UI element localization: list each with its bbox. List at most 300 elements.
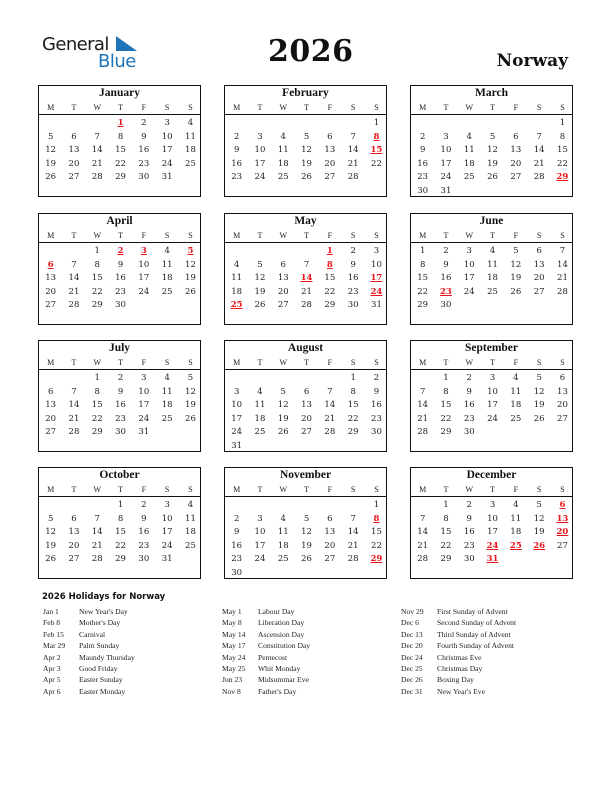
weekday-label: S <box>536 358 542 367</box>
weekday-label: M <box>47 485 55 494</box>
day-cell: 27 <box>45 300 57 311</box>
country-name: Norway <box>496 51 568 71</box>
day-cell: 26 <box>301 554 312 565</box>
holiday-day-cell: 8 <box>326 259 333 270</box>
day-cell: 25 <box>185 540 196 551</box>
day-cell: 27 <box>557 540 568 551</box>
day-cell: 31 <box>231 441 243 451</box>
holiday-name: First Sunday of Advent <box>437 607 508 616</box>
day-cell: 17 <box>463 273 475 284</box>
day-cell: 24 <box>161 158 173 169</box>
month-title: May <box>294 215 317 227</box>
day-cell: 8 <box>117 131 124 142</box>
day-cell: 23 <box>115 286 126 297</box>
holiday-row <box>401 687 581 698</box>
day-cell: 2 <box>350 246 356 256</box>
holiday-row <box>222 687 402 698</box>
day-cell: 28 <box>91 554 103 565</box>
day-cell: 8 <box>443 386 449 397</box>
month-december <box>410 467 573 579</box>
day-cell: 18 <box>161 400 173 411</box>
day-cell: 18 <box>185 145 196 156</box>
logo-triangle-icon <box>114 36 138 52</box>
day-cell: 22 <box>440 540 452 551</box>
day-cell: 13 <box>510 145 522 156</box>
day-cell: 6 <box>536 246 542 256</box>
day-cell: 6 <box>303 386 310 397</box>
day-cell: 5 <box>187 373 194 383</box>
day-cell: 27 <box>301 427 312 438</box>
day-cell: 22 <box>371 158 382 169</box>
day-cell: 7 <box>94 131 100 142</box>
day-cell: 3 <box>164 500 170 510</box>
day-cell: 6 <box>559 373 566 383</box>
holiday-day-cell: 13 <box>556 513 569 524</box>
holiday-day-cell: 29 <box>370 554 383 565</box>
day-cell: 5 <box>489 131 496 142</box>
day-cell: 20 <box>324 540 336 551</box>
day-cell: 21 <box>347 158 359 169</box>
day-cell: 9 <box>466 513 472 524</box>
holiday-day-cell: 25 <box>230 300 243 311</box>
weekday-label: T <box>118 358 123 367</box>
day-cell: 29 <box>440 554 452 565</box>
day-cell: 27 <box>68 554 80 565</box>
weekday-header <box>411 103 572 115</box>
day-cell: 28 <box>557 286 568 297</box>
holiday-day-cell: 14 <box>300 273 313 284</box>
day-cell: 20 <box>533 273 545 284</box>
day-cell: 1 <box>373 118 380 128</box>
day-cell: 11 <box>185 131 196 142</box>
holiday-day-cell: 5 <box>187 246 194 256</box>
day-cell: 1 <box>350 373 356 383</box>
month-february <box>224 85 387 197</box>
day-cell: 20 <box>45 413 57 424</box>
day-cell: 4 <box>164 246 170 256</box>
day-cell: 24 <box>254 172 266 183</box>
weekday-header <box>225 358 386 370</box>
day-cell: 21 <box>301 286 312 297</box>
day-cell: 13 <box>45 273 57 284</box>
day-cell: 6 <box>327 513 333 524</box>
day-cell: 16 <box>371 400 382 411</box>
day-cell: 7 <box>419 513 426 524</box>
weekday-label: T <box>257 485 263 494</box>
day-cell: 9 <box>350 259 356 270</box>
day-cell: 26 <box>185 413 196 424</box>
weekday-label: W <box>465 231 474 240</box>
month-title: January <box>99 87 140 99</box>
day-cell: 22 <box>347 413 359 424</box>
holiday-day-cell: 20 <box>556 527 569 538</box>
weekday-label: F <box>513 485 519 494</box>
weekday-label: F <box>327 103 333 112</box>
weekday-label: S <box>188 358 193 367</box>
day-cell: 14 <box>347 527 359 538</box>
day-cell: 2 <box>117 373 124 383</box>
day-cell: 30 <box>463 427 475 438</box>
holiday-day-cell: 24 <box>486 540 499 551</box>
day-cell: 7 <box>419 386 426 397</box>
day-cell: 5 <box>303 131 310 142</box>
day-cell: 19 <box>45 158 57 169</box>
month-september <box>410 340 573 452</box>
day-cell: 8 <box>350 386 356 397</box>
weekday-label: S <box>350 358 356 367</box>
holiday-date: May 14 <box>222 629 246 639</box>
day-cell: 24 <box>463 286 475 297</box>
day-cell: 8 <box>94 259 100 270</box>
day-cell: 28 <box>417 427 429 438</box>
day-cell: 5 <box>536 500 542 510</box>
weekday-label: F <box>327 358 333 367</box>
weekday-label: M <box>419 485 427 494</box>
holiday-date: Dec 24 <box>401 652 423 662</box>
day-cell: 9 <box>117 386 124 397</box>
day-cell: 22 <box>91 413 103 424</box>
weekday-label: T <box>443 103 449 112</box>
day-cell: 20 <box>68 158 80 169</box>
day-cell: 26 <box>510 286 522 297</box>
day-cell: 28 <box>417 554 429 565</box>
day-cell: 16 <box>115 273 126 284</box>
holiday-name: Easter Monday <box>79 686 126 696</box>
weekday-label: S <box>374 358 379 367</box>
day-cell: 25 <box>161 286 173 297</box>
weekday-label: S <box>188 231 193 240</box>
holiday-row <box>222 664 402 675</box>
month-may <box>224 213 387 325</box>
weekday-label: M <box>419 358 427 367</box>
holiday-row <box>222 618 402 629</box>
holiday-name: Christmas Day <box>437 663 483 673</box>
holiday-date: Dec 25 <box>401 663 423 673</box>
day-cell: 3 <box>466 246 472 256</box>
day-cell: 12 <box>254 273 266 284</box>
day-cell: 28 <box>301 300 312 311</box>
day-cell: 9 <box>419 145 426 156</box>
holiday-date: May 8 <box>222 618 242 628</box>
day-cell: 7 <box>71 386 77 397</box>
holiday-name: New Year's Day <box>79 607 128 616</box>
day-cell: 4 <box>513 373 519 383</box>
day-cell: 6 <box>71 131 77 142</box>
day-cell: 9 <box>117 259 124 270</box>
weekday-header <box>39 358 200 370</box>
day-cell: 9 <box>233 527 240 538</box>
holiday-row <box>401 618 581 629</box>
month-november <box>224 467 387 579</box>
holiday-date: Dec 6 <box>401 618 419 628</box>
day-cell: 10 <box>161 131 173 142</box>
day-cell: 25 <box>254 427 266 438</box>
day-cell: 14 <box>557 259 568 270</box>
holiday-date: Apr 6 <box>43 686 61 696</box>
day-cell: 3 <box>233 386 240 397</box>
weekday-label: S <box>188 485 193 494</box>
holidays-column <box>401 607 581 698</box>
day-cell: 20 <box>301 413 312 424</box>
day-cell: 29 <box>324 300 336 311</box>
holiday-date: Mar 29 <box>43 641 66 651</box>
day-cell: 20 <box>510 158 522 169</box>
weekday-label: S <box>164 485 170 494</box>
day-cell: 11 <box>277 527 289 538</box>
weekday-label: S <box>164 103 170 112</box>
weekday-label: F <box>327 231 333 240</box>
day-cell: 18 <box>510 400 522 411</box>
day-cell: 10 <box>487 513 498 524</box>
day-cell: 24 <box>138 413 150 424</box>
day-cell: 16 <box>347 273 359 284</box>
holiday-row <box>43 618 223 629</box>
day-cell: 21 <box>68 286 80 297</box>
weekday-label: W <box>279 103 288 112</box>
day-cell: 28 <box>324 427 336 438</box>
day-cell: 26 <box>533 413 545 424</box>
month-title: July <box>108 342 131 354</box>
weekday-label: F <box>141 485 147 494</box>
weekday-label: T <box>490 103 495 112</box>
day-cell: 3 <box>257 131 263 142</box>
weekday-label: W <box>93 103 102 112</box>
weekday-label: F <box>141 103 147 112</box>
weekday-label: T <box>443 231 449 240</box>
weekday-label: T <box>490 485 495 494</box>
weekday-label: S <box>560 358 565 367</box>
day-cell: 14 <box>68 400 80 411</box>
weekday-label: M <box>233 103 241 112</box>
day-cell: 12 <box>487 145 498 156</box>
weekday-label: T <box>257 358 263 367</box>
weekday-label: T <box>118 103 123 112</box>
holiday-name: Constitution Day <box>258 641 311 651</box>
holiday-date: Dec 20 <box>401 641 423 651</box>
holiday-day-cell: 24 <box>370 286 383 297</box>
day-cell: 30 <box>138 554 150 565</box>
day-cell: 5 <box>257 259 263 270</box>
weekday-label: S <box>350 231 356 240</box>
day-cell: 1 <box>117 500 124 510</box>
weekday-label: W <box>465 358 474 367</box>
day-cell: 31 <box>138 427 150 438</box>
day-cell: 22 <box>115 540 126 551</box>
day-cell: 1 <box>559 118 566 128</box>
holiday-date: Dec 26 <box>401 675 423 685</box>
day-cell: 14 <box>324 400 336 411</box>
holiday-day-cell: 6 <box>559 500 566 510</box>
weekday-label: W <box>465 103 474 112</box>
day-cell: 25 <box>161 413 173 424</box>
weekday-header <box>411 485 572 497</box>
weekday-label: T <box>304 485 309 494</box>
day-cell: 3 <box>489 373 496 383</box>
weekday-label: T <box>443 485 449 494</box>
day-cell: 16 <box>463 527 475 538</box>
holiday-date: May 1 <box>222 607 242 616</box>
weekday-label: S <box>536 231 542 240</box>
weekday-label: F <box>141 231 147 240</box>
day-cell: 18 <box>463 158 475 169</box>
day-cell: 29 <box>417 300 429 311</box>
day-cell: 31 <box>371 300 382 311</box>
weekday-label: F <box>513 231 519 240</box>
weekday-label: S <box>164 231 170 240</box>
weekday-label: S <box>536 485 542 494</box>
weekday-label: M <box>47 358 55 367</box>
day-cell: 23 <box>231 554 243 565</box>
weekday-label: T <box>118 485 123 494</box>
holiday-name: Labour Day <box>258 607 295 616</box>
weekday-label: F <box>327 485 333 494</box>
weekday-label: W <box>465 485 474 494</box>
day-cell: 23 <box>138 540 150 551</box>
holiday-name: Palm Sunday <box>79 641 120 651</box>
day-cell: 8 <box>559 131 566 142</box>
day-cell: 23 <box>138 158 150 169</box>
day-cell: 19 <box>185 400 196 411</box>
weekday-label: T <box>443 358 449 367</box>
holiday-row <box>401 607 581 618</box>
weekday-label: M <box>233 485 241 494</box>
day-cell: 25 <box>510 413 522 424</box>
day-cell: 8 <box>117 513 124 524</box>
day-cell: 12 <box>45 145 57 156</box>
weekday-label: S <box>164 358 170 367</box>
holiday-name: Pentecost <box>258 652 288 662</box>
day-cell: 11 <box>185 513 196 524</box>
day-cell: 2 <box>141 500 147 510</box>
month-title: September <box>464 342 518 354</box>
day-cell: 19 <box>533 400 545 411</box>
day-cell: 28 <box>347 554 359 565</box>
day-cell: 30 <box>347 300 359 311</box>
holiday-name: Easter Sunday <box>79 675 123 685</box>
day-cell: 30 <box>138 172 150 183</box>
day-cell: 15 <box>371 527 382 538</box>
day-cell: 15 <box>115 145 126 156</box>
day-cell: 11 <box>161 259 173 270</box>
day-cell: 10 <box>231 400 243 411</box>
day-cell: 16 <box>463 400 475 411</box>
day-cell: 27 <box>557 413 568 424</box>
day-cell: 30 <box>440 300 452 311</box>
weekday-label: S <box>560 231 565 240</box>
weekday-label: T <box>304 358 309 367</box>
day-cell: 20 <box>277 286 289 297</box>
day-cell: 7 <box>303 259 310 270</box>
day-cell: 30 <box>115 427 126 438</box>
day-cell: 19 <box>487 158 498 169</box>
holiday-day-cell: 8 <box>373 513 380 524</box>
day-cell: 4 <box>257 386 263 397</box>
day-cell: 21 <box>324 413 336 424</box>
day-cell: 26 <box>277 427 289 438</box>
weekday-label: W <box>279 231 288 240</box>
day-cell: 6 <box>47 386 54 397</box>
day-cell: 19 <box>185 273 196 284</box>
day-cell: 13 <box>301 400 312 411</box>
weekday-label: T <box>257 231 263 240</box>
holiday-row <box>401 653 581 664</box>
day-cell: 10 <box>371 259 382 270</box>
weekday-label: W <box>93 485 102 494</box>
holiday-date: Nov 29 <box>401 607 424 616</box>
holiday-row <box>43 641 223 652</box>
holiday-row <box>222 630 402 641</box>
holiday-day-cell: 31 <box>486 554 499 565</box>
day-cell: 26 <box>254 300 266 311</box>
day-cell: 20 <box>68 540 80 551</box>
day-cell: 15 <box>324 273 336 284</box>
day-cell: 25 <box>277 172 289 183</box>
day-cell: 9 <box>373 386 380 397</box>
day-cell: 18 <box>487 273 498 284</box>
day-cell: 7 <box>559 246 566 256</box>
day-cell: 20 <box>45 286 57 297</box>
day-cell: 3 <box>489 500 496 510</box>
holiday-date: May 17 <box>222 641 246 651</box>
weekday-label: T <box>71 231 77 240</box>
day-cell: 12 <box>533 386 545 397</box>
day-cell: 18 <box>231 286 243 297</box>
day-cell: 13 <box>45 400 57 411</box>
day-cell: 2 <box>141 118 147 128</box>
day-cell: 2 <box>443 246 449 256</box>
month-june <box>410 213 573 325</box>
holiday-day-cell: 29 <box>556 172 569 183</box>
weekday-header <box>411 358 572 370</box>
weekday-label: S <box>560 485 565 494</box>
day-cell: 10 <box>138 259 150 270</box>
day-cell: 4 <box>187 500 194 510</box>
weekday-label: M <box>419 103 427 112</box>
weekday-label: S <box>350 103 356 112</box>
day-cell: 8 <box>443 513 449 524</box>
holiday-row <box>43 664 223 675</box>
day-cell: 6 <box>513 131 519 142</box>
day-cell: 25 <box>487 286 498 297</box>
day-cell: 3 <box>141 373 147 383</box>
day-cell: 15 <box>115 527 126 538</box>
month-title: August <box>287 342 324 354</box>
day-cell: 12 <box>185 386 196 397</box>
month-august <box>224 340 387 452</box>
holiday-row <box>43 687 223 698</box>
day-cell: 31 <box>161 172 173 183</box>
day-cell: 7 <box>350 131 356 142</box>
day-cell: 14 <box>417 527 429 538</box>
day-cell: 9 <box>443 259 449 270</box>
day-cell: 27 <box>45 427 57 438</box>
day-cell: 18 <box>161 273 173 284</box>
day-cell: 18 <box>510 527 522 538</box>
holiday-day-cell: 2 <box>117 246 124 256</box>
month-october <box>38 467 201 579</box>
weekday-label: T <box>71 358 77 367</box>
day-cell: 24 <box>440 172 452 183</box>
day-cell: 6 <box>327 131 333 142</box>
day-cell: 10 <box>138 386 150 397</box>
day-cell: 26 <box>45 172 57 183</box>
day-cell: 16 <box>417 158 429 169</box>
holiday-name: Midsummar Eve <box>258 675 309 685</box>
day-cell: 26 <box>301 172 312 183</box>
day-cell: 2 <box>466 500 472 510</box>
day-cell: 1 <box>94 373 100 383</box>
day-cell: 28 <box>91 172 103 183</box>
